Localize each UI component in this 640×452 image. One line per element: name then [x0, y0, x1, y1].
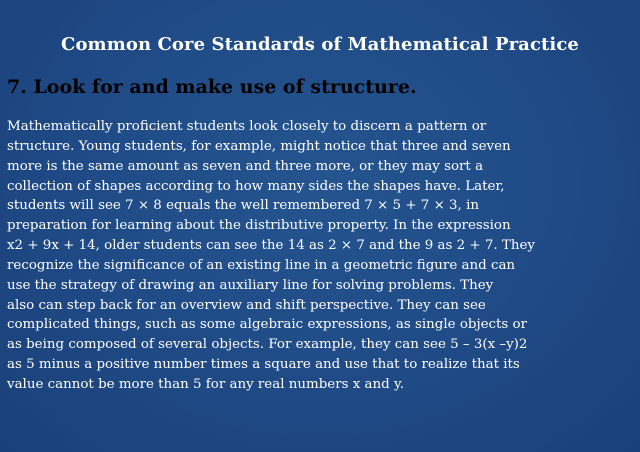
body-line: also can step back for an overview and shift perspective. They can see: [7, 297, 486, 313]
body-line: collection of shapes according to how many sides the shapes have. Later,: [7, 178, 505, 194]
body-paragraph: [7, 117, 633, 395]
body-line: use the strategy of drawing an auxiliary line for solving problems. They: [7, 277, 494, 293]
body-line: students will see 7 × 8 equals the well remembered 7 × 5 + 7 × 3, in: [7, 198, 479, 214]
body-line: value cannot be more than 5 for any real numbers x and y.: [7, 376, 405, 392]
body-line: Mathematically proficient students look closely to discern a pattern or: [7, 119, 487, 134]
body-line: complicated things, such as some algebraic expressions, as single objects or: [7, 317, 528, 333]
body-line: more is the same amount as seven and three more, or they may sort a: [7, 158, 484, 174]
body-line: as being composed of several objects. For example, they can see 5 – 3(x –y)2: [7, 337, 528, 353]
practice-heading: 7. Look for and make use of structure.: [7, 76, 417, 98]
slide-title: Common Core Standards of Mathematical Practice: [61, 34, 579, 55]
body-line: structure. Young students, for example, might notice that three and seven: [7, 138, 511, 154]
body-line: as 5 minus a positive number times a square and use that to realize that its: [7, 357, 520, 373]
body-line: x2 + 9x + 14, older students can see the 14 as 2 × 7 and the 9 as 2 + 7. They: [7, 238, 535, 254]
body-line: recognize the significance of an existing line in a geometric figure and can: [7, 257, 516, 273]
body-line: preparation for learning about the distributive property. In the expression: [7, 218, 511, 234]
